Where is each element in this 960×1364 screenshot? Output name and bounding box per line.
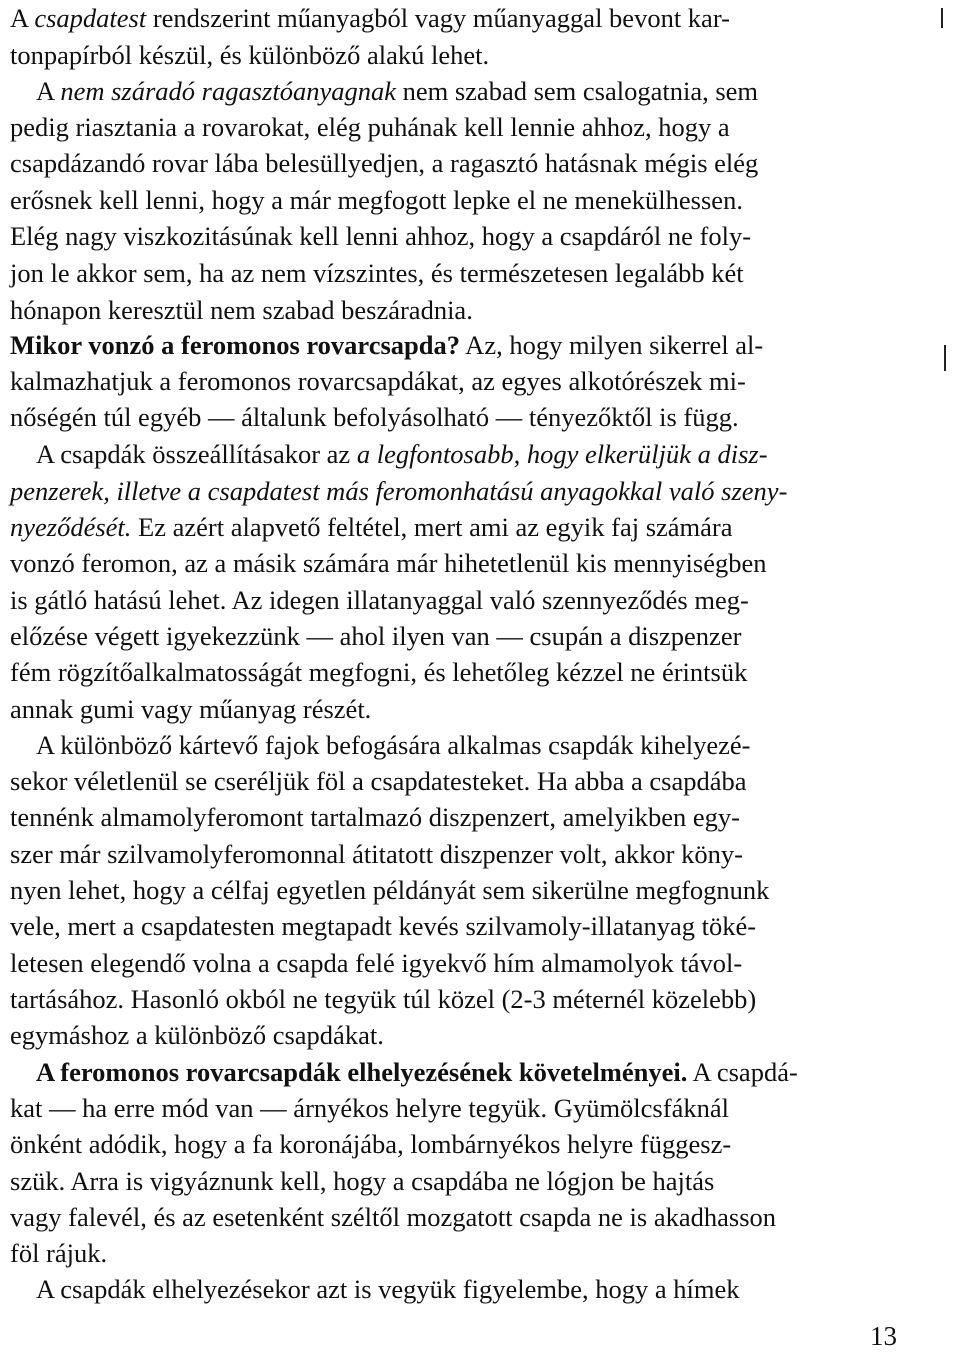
text-line bbox=[10, 363, 746, 399]
text-run: tennénk almamolyferomont tartalmazó diszpenzert, amelyikben egy- bbox=[10, 802, 740, 832]
text-run: sekor véletlenül se cseréljük föl a csapdatesteket. Ha abba a csapdába bbox=[10, 766, 747, 796]
italic-run: nyeződését. bbox=[10, 512, 132, 542]
text-run: A csapdák összeállításakor az bbox=[36, 439, 357, 469]
text-run: jon le akkor sem, ha az nem vízszintes, és természetesen legalább két bbox=[10, 258, 744, 288]
text-line bbox=[10, 145, 758, 181]
text-line bbox=[10, 473, 787, 509]
text-line bbox=[36, 1054, 798, 1090]
text-line bbox=[10, 945, 742, 981]
text-line bbox=[10, 509, 733, 545]
text-run: kalmazhatjuk a feromonos rovarcsapdákat, az egyes alkotórészek mi- bbox=[10, 366, 746, 396]
text-run: hónapon keresztül nem szabad beszáradnia. bbox=[10, 295, 473, 325]
text-run: előzése végett igyekezzünk — ahol ilyen van — csupán a diszpenzer bbox=[10, 621, 742, 651]
text-line bbox=[10, 182, 743, 218]
text-run: vele, mert a csapdatesten megtapadt kevés szilvamoly-illatanyag töké- bbox=[10, 911, 757, 941]
text-line bbox=[10, 691, 371, 727]
text-run: A csapdák elhelyezésekor azt is vegyük figyelembe, hogy a hímek bbox=[36, 1274, 740, 1304]
text-run: csapdázandó rovar lába belesüllyedjen, a ragasztó hatásnak mégis elég bbox=[10, 148, 759, 178]
text-line bbox=[10, 292, 473, 328]
text-run: szer már szilvamolyferomonnal átitatott diszpenzer volt, akkor köny- bbox=[10, 839, 743, 869]
text-line bbox=[10, 618, 741, 654]
text-run: A bbox=[10, 3, 35, 33]
text-run: nőségén túl egyéb — általunk befolyásolható — tényezőktől is függ. bbox=[10, 402, 739, 432]
text-run: erősnek kell lenni, hogy a már megfogott lepke el ne menekülhessen. bbox=[10, 185, 743, 215]
text-line bbox=[36, 73, 758, 109]
text-line bbox=[10, 327, 763, 363]
italic-run: nem száradó ragasztóanyagnak bbox=[60, 76, 396, 106]
text-run: Az, hogy milyen sikerrel al- bbox=[460, 330, 764, 360]
text-line bbox=[10, 872, 769, 908]
text-line bbox=[10, 545, 766, 581]
scan-mark bbox=[944, 345, 946, 371]
bold-run: A feromonos rovarcsapdák elhelyezésének követelményei. bbox=[36, 1057, 688, 1087]
text-run: kat — ha erre mód van — árnyékos helyre tegyük. Gyümölcsfáknál bbox=[10, 1093, 729, 1123]
italic-run: csapdatest bbox=[34, 3, 147, 33]
text-line bbox=[10, 1017, 384, 1053]
text-line bbox=[10, 37, 489, 73]
text-line bbox=[10, 654, 747, 690]
text-run: letesen elegendő volna a csapda felé igyekvő hím almamolyok távol- bbox=[10, 948, 743, 978]
text-line bbox=[10, 1163, 714, 1199]
text-run: is gátló hatású lehet. Az idegen illatanyaggal való szennyeződés meg- bbox=[10, 585, 749, 615]
text-run: annak gumi vagy műanyag részét. bbox=[10, 694, 372, 724]
text-run: Ez azért alapvető feltétel, mert ami az egyik faj számára bbox=[131, 512, 733, 542]
text-run: egymáshoz a különböző csapdákat. bbox=[10, 1020, 384, 1050]
text-run: tonpapírból készül, és különböző alakú lehet. bbox=[10, 40, 490, 70]
text-line bbox=[36, 436, 768, 472]
text-run: pedig riasztania a rovarokat, elég puhának kell lennie ahhoz, hogy a bbox=[10, 112, 730, 142]
text-run: A csapdá- bbox=[687, 1057, 798, 1087]
text-line bbox=[10, 763, 747, 799]
italic-run: a legfontosabb, hogy elkerüljük a disz- bbox=[356, 439, 768, 469]
text-run: föl rájuk. bbox=[10, 1238, 108, 1268]
text-run: nyen lehet, hogy a célfaj egyetlen példányát sem sikerülne megfognunk bbox=[10, 875, 770, 905]
text-run: tartásához. Hasonló okból ne tegyük túl közel (2-3 méternél közelebb) bbox=[10, 984, 757, 1014]
text-line bbox=[10, 1199, 776, 1235]
text-run: A különböző kártevő fajok befogására alkalmas csapdák kihelyezé- bbox=[36, 730, 751, 760]
text-line bbox=[10, 908, 756, 944]
text-run: nem szabad sem csalogatnia, sem bbox=[395, 76, 759, 106]
page-number: 13 bbox=[870, 1321, 897, 1351]
italic-run: penzerek, illetve a csapdatest más feromonhatású anyagokkal való szeny- bbox=[10, 476, 788, 506]
text-line bbox=[10, 1126, 731, 1162]
text-line bbox=[10, 399, 739, 435]
text-run: fém rögzítőalkalmatosságát megfogni, és lehetőleg kézzel ne érintsük bbox=[10, 657, 748, 687]
text-line bbox=[36, 1271, 739, 1307]
text-line bbox=[10, 582, 749, 618]
text-line bbox=[10, 109, 730, 145]
text-line bbox=[10, 0, 730, 36]
text-line bbox=[10, 255, 744, 291]
text-run: Elég nagy viszkozitásúnak kell lenni ahhoz, hogy a csapdáról ne foly- bbox=[10, 221, 752, 251]
text-run: önként adódik, hogy a fa koronájába, lombárnyékos helyre függesz- bbox=[10, 1129, 732, 1159]
text-line bbox=[36, 727, 750, 763]
text-line bbox=[10, 218, 751, 254]
text-run: A bbox=[36, 76, 61, 106]
text-run: vagy falevél, és az esetenként széltől mozgatott csapda ne is akadhasson bbox=[10, 1202, 777, 1232]
bold-run: Mikor vonzó a feromonos rovarcsapda? bbox=[10, 330, 461, 360]
text-line bbox=[10, 981, 756, 1017]
text-line bbox=[10, 1235, 107, 1271]
text-run: szük. Arra is vigyáznunk kell, hogy a csapdába ne lógjon be hajtás bbox=[10, 1166, 715, 1196]
text-line bbox=[10, 836, 743, 872]
text-line bbox=[10, 1090, 729, 1126]
scan-mark bbox=[941, 8, 943, 28]
text-run: vonzó feromon, az a másik számára már hihetetlenül kis mennyiségben bbox=[10, 548, 767, 578]
text-run: rendszerint műanyagból vagy műanyaggal bevont kar- bbox=[146, 3, 730, 33]
text-line bbox=[10, 799, 740, 835]
